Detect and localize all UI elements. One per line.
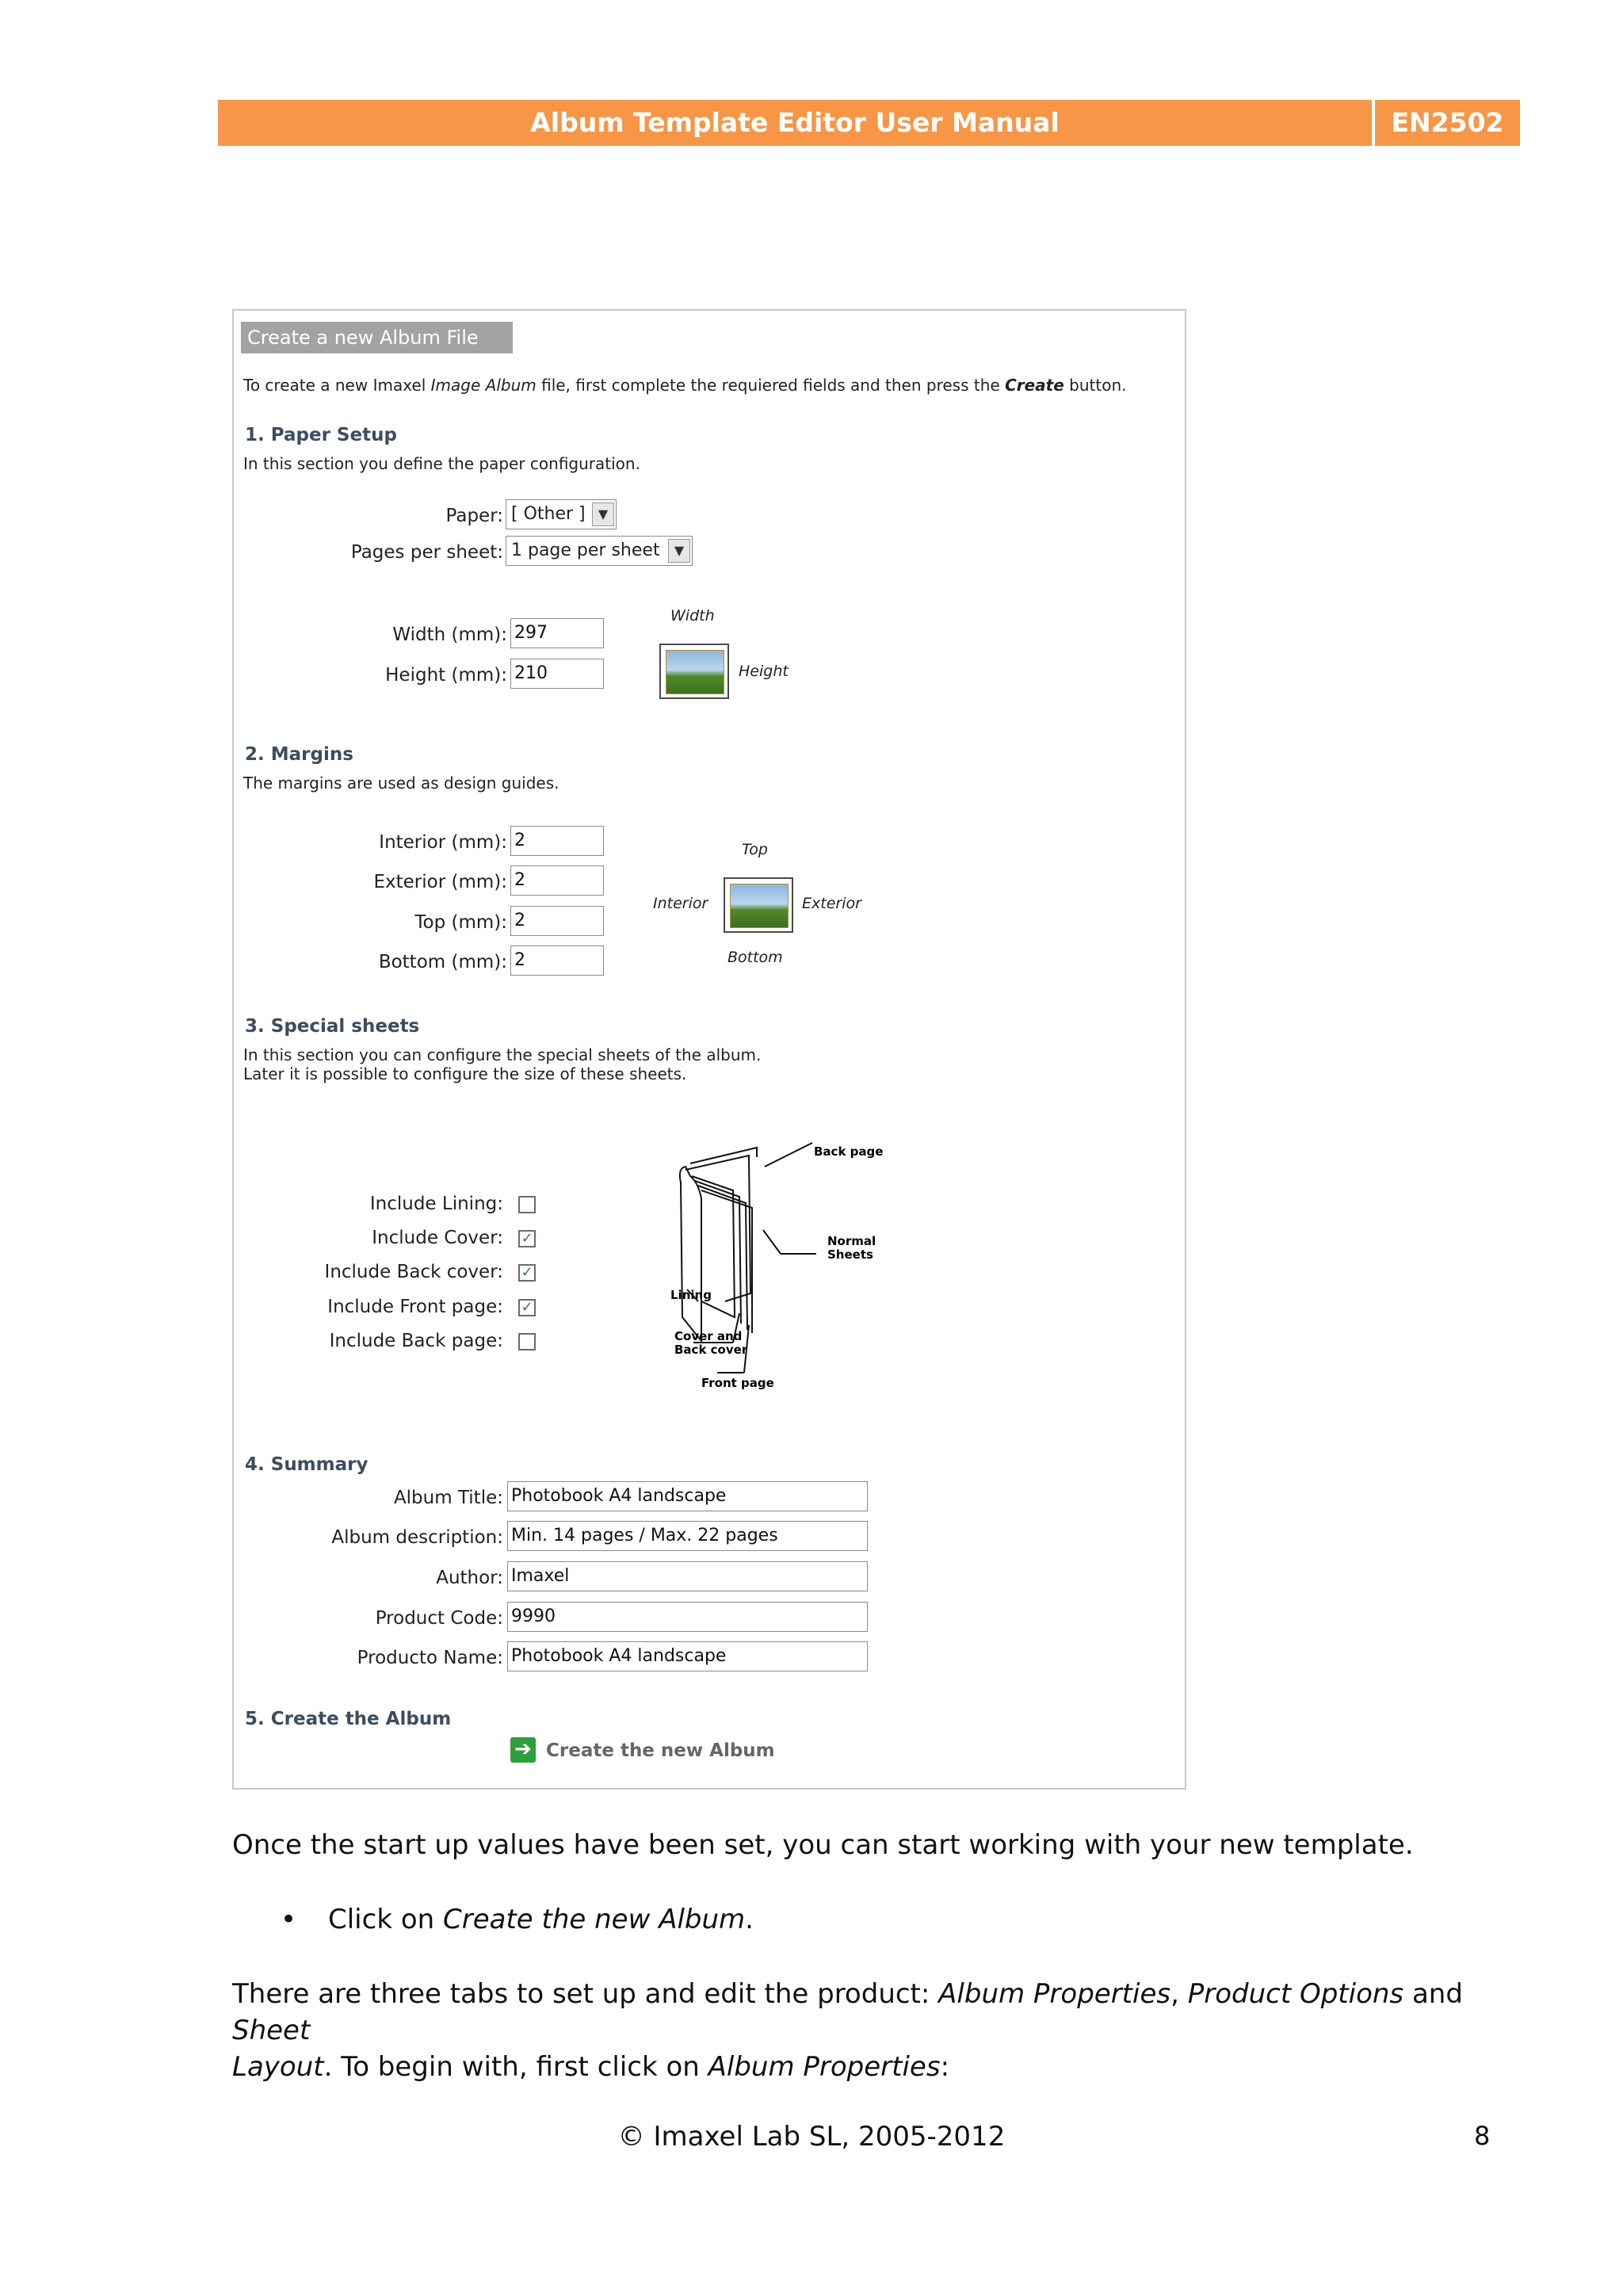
- product-name-input[interactable]: Photobook A4 landscape: [507, 1641, 868, 1671]
- interior-label: Interior (mm):: [379, 832, 507, 853]
- include-lining-checkbox[interactable]: [518, 1196, 536, 1213]
- include-cover-checkbox[interactable]: ✓: [518, 1230, 536, 1247]
- paragraph-tabs: There are three tabs to set up and edit the product: Album Properties, Product Options and Sheet Layout. To begin with, first click on Album Properties:: [232, 1978, 1463, 2083]
- document-code: EN2502: [1375, 100, 1520, 146]
- diagram-label-back-page: Back page: [814, 1144, 884, 1159]
- bullet-icon: •: [281, 1904, 297, 1935]
- create-album-screenshot: [232, 309, 1186, 1790]
- height-caption: Height: [739, 663, 789, 680]
- include-cover-label: Include Cover:: [372, 1228, 503, 1248]
- arrow-right-icon[interactable]: ➔: [510, 1737, 536, 1763]
- pages-per-sheet-value: 1 page per sheet: [511, 541, 660, 560]
- include-front-page-checkbox[interactable]: ✓: [518, 1299, 536, 1316]
- paragraph-startup: Once the start up values have been set, you can start working with your new template.: [232, 1829, 1414, 1861]
- product-name-label: Producto Name:: [357, 1648, 503, 1668]
- page-size-thumbnail: [659, 644, 729, 699]
- bullet-click-create: Click on Create the new Album.: [328, 1904, 754, 1935]
- exterior-label: Exterior (mm):: [373, 872, 507, 892]
- width-caption: Width: [670, 607, 715, 625]
- chevron-down-icon: ▼: [592, 502, 614, 526]
- summary-heading: 4. Summary: [245, 1454, 369, 1475]
- height-label: Height (mm):: [385, 665, 507, 686]
- exterior-input[interactable]: 2: [510, 865, 604, 896]
- height-input[interactable]: 210: [510, 659, 604, 689]
- margins-heading: 2. Margins: [245, 744, 353, 765]
- top-label: Top (mm):: [414, 912, 507, 933]
- create-new-album-link[interactable]: Create the new Album: [546, 1740, 775, 1761]
- bottom-input[interactable]: 2: [510, 946, 604, 976]
- page-number: 8: [1474, 2121, 1491, 2151]
- form-intro: To create a new Imaxel Image Album file, first complete the requiered fields and then press the Create button.: [243, 376, 1127, 395]
- footer-copyright: © Imaxel Lab SL, 2005-2012: [617, 2121, 1006, 2153]
- pages-per-sheet-select[interactable]: [506, 536, 693, 566]
- include-back-page-label: Include Back page:: [329, 1331, 503, 1351]
- diagram-label-cover: Cover and Back cover: [674, 1329, 748, 1357]
- manual-title: Album Template Editor User Manual: [218, 100, 1372, 146]
- include-front-page-label: Include Front page:: [327, 1297, 503, 1317]
- author-label: Author:: [436, 1568, 503, 1588]
- album-description-input[interactable]: Min. 14 pages / Max. 22 pages: [507, 1521, 868, 1551]
- paper-setup-desc: In this section you define the paper configuration.: [243, 454, 640, 473]
- pages-per-sheet-label: Pages per sheet:: [350, 542, 503, 563]
- create-album-heading: 5. Create the Album: [245, 1709, 452, 1729]
- paper-select[interactable]: [506, 499, 617, 529]
- paper-select-value: [ Other ]: [511, 504, 586, 524]
- include-lining-label: Include Lining:: [369, 1194, 503, 1214]
- form-title: Create a new Album File: [241, 322, 513, 353]
- include-back-page-checkbox[interactable]: [518, 1333, 536, 1350]
- diagram-label-lining: Lining: [670, 1288, 712, 1302]
- margins-desc: The margins are used as design guides.: [243, 774, 559, 793]
- paper-label: Paper:: [445, 506, 503, 526]
- special-sheets-desc-2: Later it is possible to configure the size of these sheets.: [243, 1064, 687, 1083]
- interior-caption: Interior: [653, 895, 708, 912]
- bottom-label: Bottom (mm):: [378, 952, 507, 972]
- album-sheets-diagram: [646, 1135, 836, 1396]
- album-description-label: Album description:: [331, 1527, 503, 1548]
- album-title-input[interactable]: Photobook A4 landscape: [507, 1481, 868, 1511]
- chevron-down-icon: ▼: [668, 539, 690, 563]
- paper-setup-heading: 1. Paper Setup: [245, 425, 397, 445]
- width-label: Width (mm):: [392, 625, 507, 645]
- width-input[interactable]: 297: [510, 618, 604, 648]
- diagram-label-front-page: Front page: [701, 1376, 774, 1390]
- special-sheets-heading: 3. Special sheets: [245, 1016, 420, 1037]
- bottom-caption: Bottom: [727, 949, 783, 966]
- product-code-label: Product Code:: [375, 1608, 503, 1629]
- album-title-label: Album Title:: [393, 1488, 503, 1508]
- top-input[interactable]: 2: [510, 906, 604, 936]
- include-back-cover-label: Include Back cover:: [324, 1262, 503, 1282]
- margins-thumbnail: [724, 877, 793, 933]
- include-back-cover-checkbox[interactable]: ✓: [518, 1264, 536, 1282]
- author-input[interactable]: Imaxel: [507, 1561, 868, 1591]
- special-sheets-desc-1: In this section you can configure the special sheets of the album.: [243, 1045, 762, 1064]
- interior-input[interactable]: 2: [510, 826, 604, 856]
- exterior-caption: Exterior: [802, 895, 861, 912]
- top-caption: Top: [742, 841, 768, 858]
- product-code-input[interactable]: 9990: [507, 1602, 868, 1632]
- diagram-label-normal-sheets: Normal Sheets: [827, 1234, 876, 1262]
